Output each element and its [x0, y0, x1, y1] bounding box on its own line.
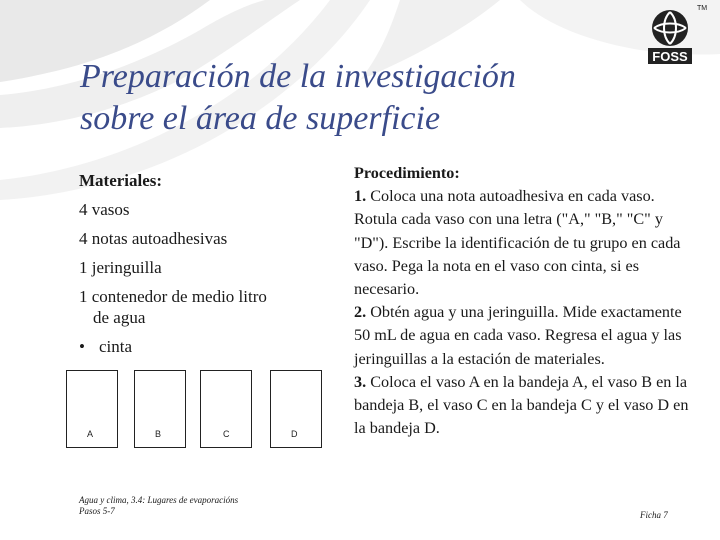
logo-text: FOSS — [652, 49, 688, 64]
source-line-2: Pasos 5-7 — [79, 506, 115, 516]
title-line-1: Preparación de la investigación — [80, 58, 516, 95]
step-text: Coloca una nota autoadhesiva en cada vaso. Rotula cada vaso con una letra ("A," "B," "C" y "D"). Escribe la identificación de tu grupo en cada vaso. Pega la nota en el vaso con cinta, si es necesario. — [354, 187, 681, 299]
step-text: Coloca el vaso A en la bandeja A, el vaso B en la bandeja B, el vaso C en la bandeja C y el vaso D en la bandeja D. — [354, 372, 689, 438]
materials-item: 1 jeringuilla — [79, 258, 162, 277]
materials-bullet-item — [79, 332, 339, 361]
cup-d — [270, 370, 322, 448]
bullet-mark: • — [79, 337, 85, 356]
materials-item-container-wrap: de agua — [93, 308, 146, 327]
cup-b — [134, 370, 186, 448]
cup-label: B — [155, 429, 162, 439]
materials-item-container: 1 contenedor de medio litro — [79, 287, 267, 306]
bullet-text: cinta — [99, 337, 133, 356]
step-number: 2. — [354, 303, 367, 322]
page-title — [80, 56, 640, 140]
step-text: Obtén agua y una jeringuilla. Mide exactamente 50 mL de agua en cada vaso. Regresa el agua y las jeringuillas a la estación de materiales. — [354, 303, 682, 368]
source-citation — [79, 495, 238, 517]
materials-heading: Materiales: — [79, 171, 163, 190]
materials-list — [79, 166, 339, 361]
cup-label: C — [223, 429, 230, 439]
trademark: TM — [697, 5, 708, 12]
step-number: 1. — [354, 187, 367, 206]
procedure-step-3 — [354, 371, 700, 441]
cup-label: A — [87, 429, 94, 439]
materials-item: 4 vasos — [79, 200, 130, 219]
materials-item: 4 notas autoadhesivas — [79, 229, 228, 248]
foss-logo-icon — [640, 4, 700, 70]
cup-a — [66, 370, 118, 448]
cup-c — [200, 370, 252, 448]
step-number: 3. — [354, 372, 367, 391]
title-line-2: sobre el área de superficie — [80, 100, 441, 137]
procedure-heading: Procedimiento: — [354, 164, 460, 182]
foss-logo — [640, 4, 700, 70]
source-line-1: Agua y clima, 3.4: Lugares de evaporacións — [79, 495, 239, 505]
slide-number: Ficha 7 — [640, 510, 668, 520]
cup-label: D — [291, 429, 298, 439]
procedure-step-1 — [354, 185, 700, 301]
procedure-text — [354, 162, 700, 440]
cups-diagram — [66, 370, 326, 450]
procedure-step-2 — [354, 301, 700, 371]
